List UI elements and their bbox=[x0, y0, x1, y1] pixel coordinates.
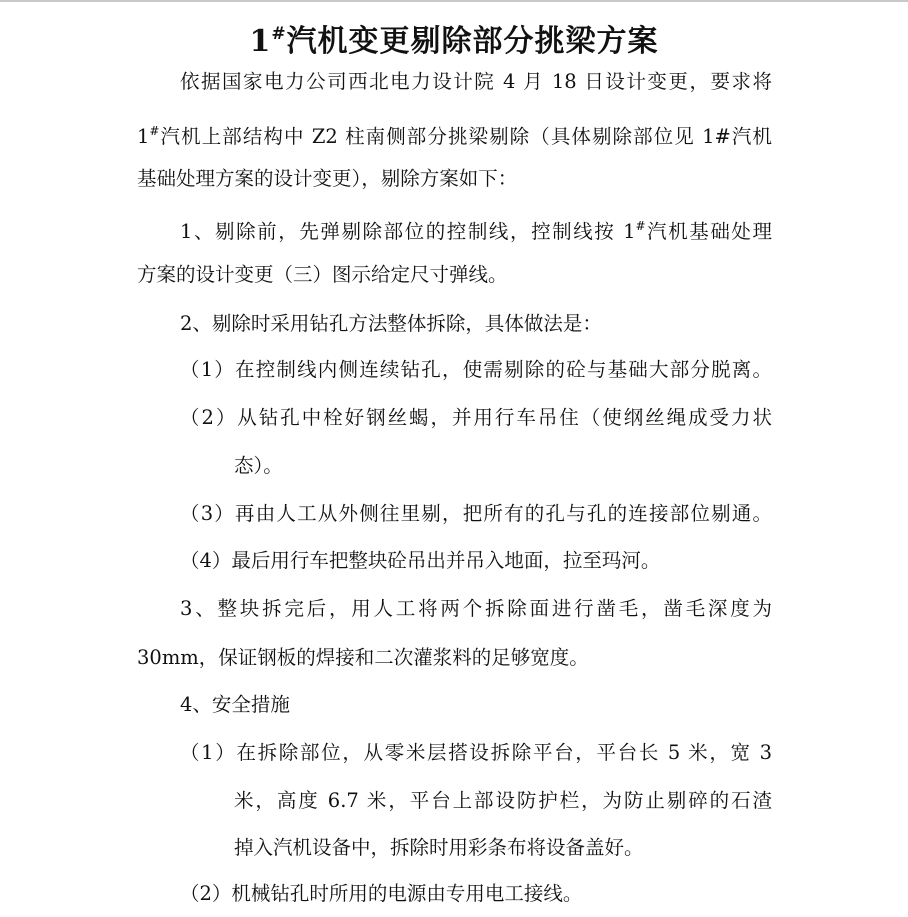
step4-sub-1-line-3: 掉入汽机设备中，拆除时用彩条布将设备盖好。 bbox=[234, 836, 644, 859]
step1-line-1-tail: 汽机基础处理 bbox=[645, 220, 772, 243]
step2-sub-3: （3）再由人工从外侧往里剔，把所有的孔与孔的连接部位剔通。 bbox=[180, 502, 772, 525]
title-text: 汽机变更剔除部分挑梁方案 bbox=[286, 24, 659, 59]
page-top-rule bbox=[0, 0, 908, 2]
step1-line-1 bbox=[180, 212, 772, 246]
step2-sub-2-line-2: 态）。 bbox=[234, 454, 283, 477]
step1-line-2: 方案的设计变更（三）图示给定尺寸弹线。 bbox=[137, 263, 508, 286]
step4-sub-1-line-2: 米，高度 6.7 米，平台上部设防护栏，为防止剔碎的石渣 bbox=[234, 789, 772, 812]
step4-sub-2: （2）机械钻孔时所用的电源由专用电工接线。 bbox=[180, 882, 583, 905]
intro-line-2-text: 汽机上部结构中 Z2 柱南侧部分挑梁剔除（具体剔除部位见 1#汽机 bbox=[159, 125, 772, 148]
step2-sub-2-line-1: （2）从钻孔中栓好钢丝蝎，并用行车吊住（使纲丝绳成受力状 bbox=[180, 406, 772, 429]
step4-heading: 4、安全措施 bbox=[180, 693, 290, 716]
step4-sub-1-line-1: （1）在拆除部位，从零米层搭设拆除平台，平台长 5 米，宽 3 bbox=[180, 741, 772, 764]
step1-line-1-text: 1、剔除前，先弹剔除部位的控制线，控制线按 1 bbox=[180, 220, 636, 243]
intro-line-2 bbox=[137, 117, 772, 151]
intro-line-3: 基础处理方案的设计变更），剔除方案如下： bbox=[137, 167, 518, 190]
intro-line-1: 依据国家电力公司西北电力设计院 4 月 18 日设计变更，要求将 bbox=[180, 70, 772, 93]
intro-line-2-sup: # bbox=[149, 124, 160, 138]
step1-line-1-sup: # bbox=[635, 219, 646, 233]
step2-sub-1: （1）在控制线内侧连续钻孔，使需剔除的砼与基础大部分脱离。 bbox=[180, 358, 772, 381]
title-prefix: 1 bbox=[249, 24, 272, 59]
title-superscript: # bbox=[271, 24, 287, 44]
step2-heading: 2、剔除时采用钻孔方法整体拆除，具体做法是： bbox=[180, 312, 602, 335]
intro-line-2-prefix: 1 bbox=[137, 125, 150, 148]
step2-sub-4: （4）最后用行车把整块砼吊出并吊入地面，拉至玛河。 bbox=[180, 549, 661, 572]
document-title bbox=[0, 14, 908, 62]
step3-line-2: 30mm，保证钢板的焊接和二次灌浆料的足够宽度。 bbox=[137, 646, 589, 669]
step3-line-1: 3、整块拆完后，用人工将两个拆除面进行凿毛，凿毛深度为 bbox=[180, 597, 772, 620]
